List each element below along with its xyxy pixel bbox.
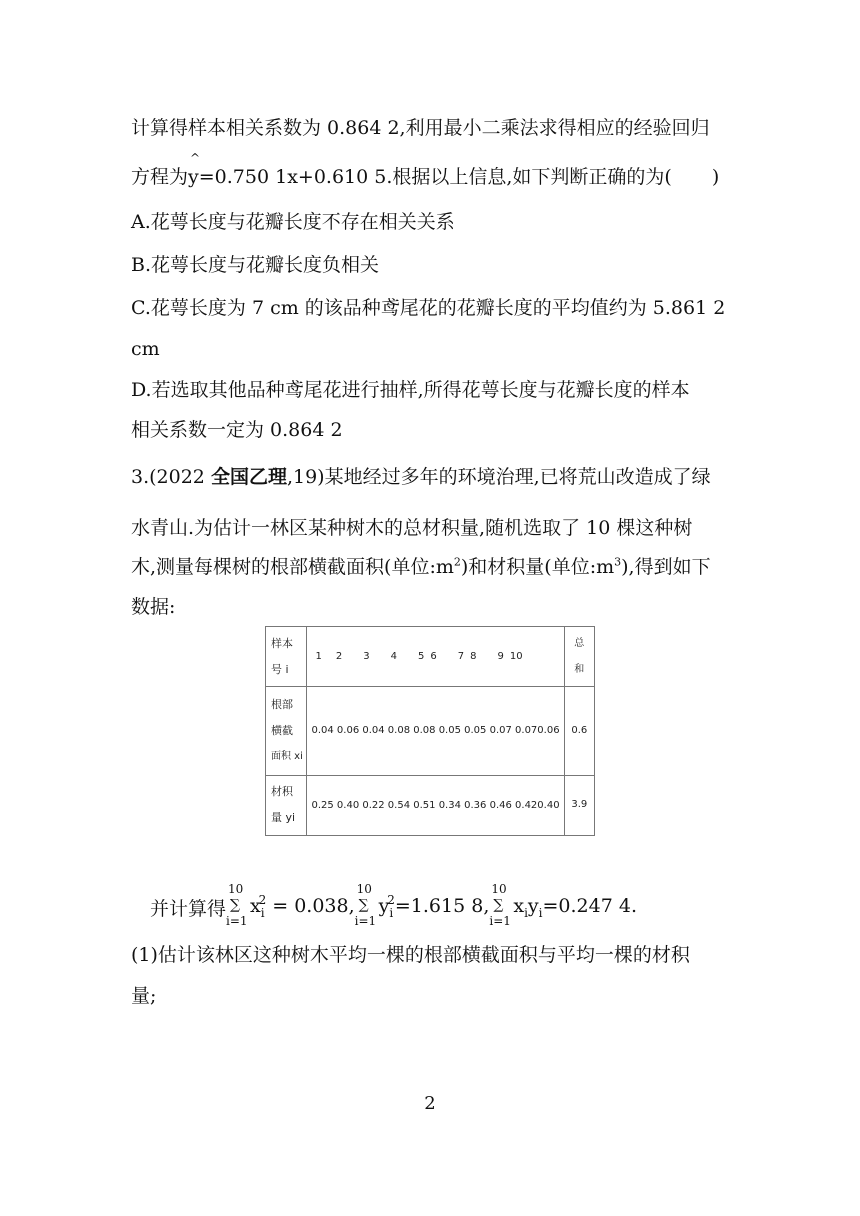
formula-lead: 并计算得 [150, 897, 227, 920]
sample-number: 3 [363, 651, 370, 663]
page-number: 2 [424, 1093, 436, 1114]
sample-number: 8 [470, 651, 477, 663]
area-sum: 0.6 [564, 687, 594, 775]
q2-line2-suffix: =0.750 1x+0.610 5.根据以上信息,如下判断正确的为( [198, 166, 672, 188]
sample-number: 10 [509, 651, 523, 663]
q3-text-line2: 水青山.为估计一林区某种树木的总材积量,随机选取了 10 棵这种树 [131, 517, 693, 539]
header-sample-number: 样本 号 i [266, 627, 307, 687]
data-table [265, 626, 595, 836]
q2-option-c-line1: C.花萼长度为 7 cm 的该品种鸢尾花的花瓣长度的平均值约为 5.861 2 [131, 297, 726, 319]
q2-option-c-line2: cm [131, 338, 160, 360]
sample-number: 2 [335, 651, 343, 663]
q3-part1-line2: 量; [131, 985, 157, 1007]
sample-number: 1 [315, 651, 322, 663]
sample-numbers-cell [307, 627, 564, 687]
q3-source: 全国乙理 [210, 466, 287, 488]
q2-option-d-line2: 相关系数一定为 0.864 2 [131, 419, 343, 441]
sample-numbers [311, 651, 559, 662]
volume-values: 0.25 0.40 0.22 0.54 0.51 0.34 0.36 0.46 0.420.40 [307, 775, 564, 835]
q3-number: 3.(2022 [131, 466, 211, 488]
table-row-volume [266, 775, 595, 835]
sigma-3: 10 ∑ i=1 [489, 882, 511, 928]
sample-number: 5 [417, 651, 425, 663]
volume-sum: 3.9 [564, 775, 594, 835]
q3-text-line4: 数据: [131, 596, 176, 618]
header-area: 根部 横截 面积 xi [266, 687, 307, 775]
table-row-sample-number [266, 627, 595, 687]
q2-option-d-line1: D.若选取其他品种鸢尾花进行抽样,所得花萼长度与花瓣长度的样本 [131, 379, 690, 401]
header-sum: 总 和 [564, 627, 594, 687]
sample-number: 4 [390, 651, 397, 663]
q3-line1-suffix: ,19)某地经过多年的环境治理,已将荒山改造成了绿 [286, 466, 711, 488]
sample-number: 6 [430, 651, 437, 663]
q2-option-a: A.花萼长度与花瓣长度不存在相关关系 [131, 211, 455, 233]
y-hat-symbol: ^ y [188, 151, 201, 188]
q3-part1-line1: (1)估计该林区这种树木平均一棵的根部横截面积与平均一棵的材积 [131, 944, 690, 966]
sample-number: 9 [497, 651, 504, 663]
q2-text-line2 [131, 151, 720, 189]
sigma-2: 10 ∑ i=1 [354, 882, 377, 928]
q3-text-line1 [131, 465, 711, 489]
area-values: 0.04 0.06 0.04 0.08 0.08 0.05 0.05 0.07 0.070.06 [307, 687, 564, 775]
q2-line2-prefix: 方程为 [131, 166, 189, 188]
table-row-area [266, 687, 595, 775]
header-volume: 材积 量 yi [266, 775, 307, 835]
sum-formula: 并计算得 10 ∑ i=1 $x_i^2 = 0.038$, 10 ∑ i=1 $y_i^2=1.615$ 8, 10 ∑ i=1 $x_iy_i=0.247$ 4. [150, 882, 637, 932]
q2-text-line1: 计算得样本相关系数为 0.864 2,利用最小二乘法求得相应的经验回归 [131, 117, 710, 139]
q3-text-line3: 木,测量每棵树的根部横截面积(单位$:m^2$)和材积量(单位$:m^3$),得到如下 [131, 555, 711, 578]
q2-option-b: B.花萼长度与花瓣长度负相关 [131, 254, 380, 276]
q2-line2-close: ) [711, 166, 720, 188]
sample-number: 7 [457, 651, 465, 663]
sigma-1: 10 ∑ i=1 [226, 882, 248, 928]
